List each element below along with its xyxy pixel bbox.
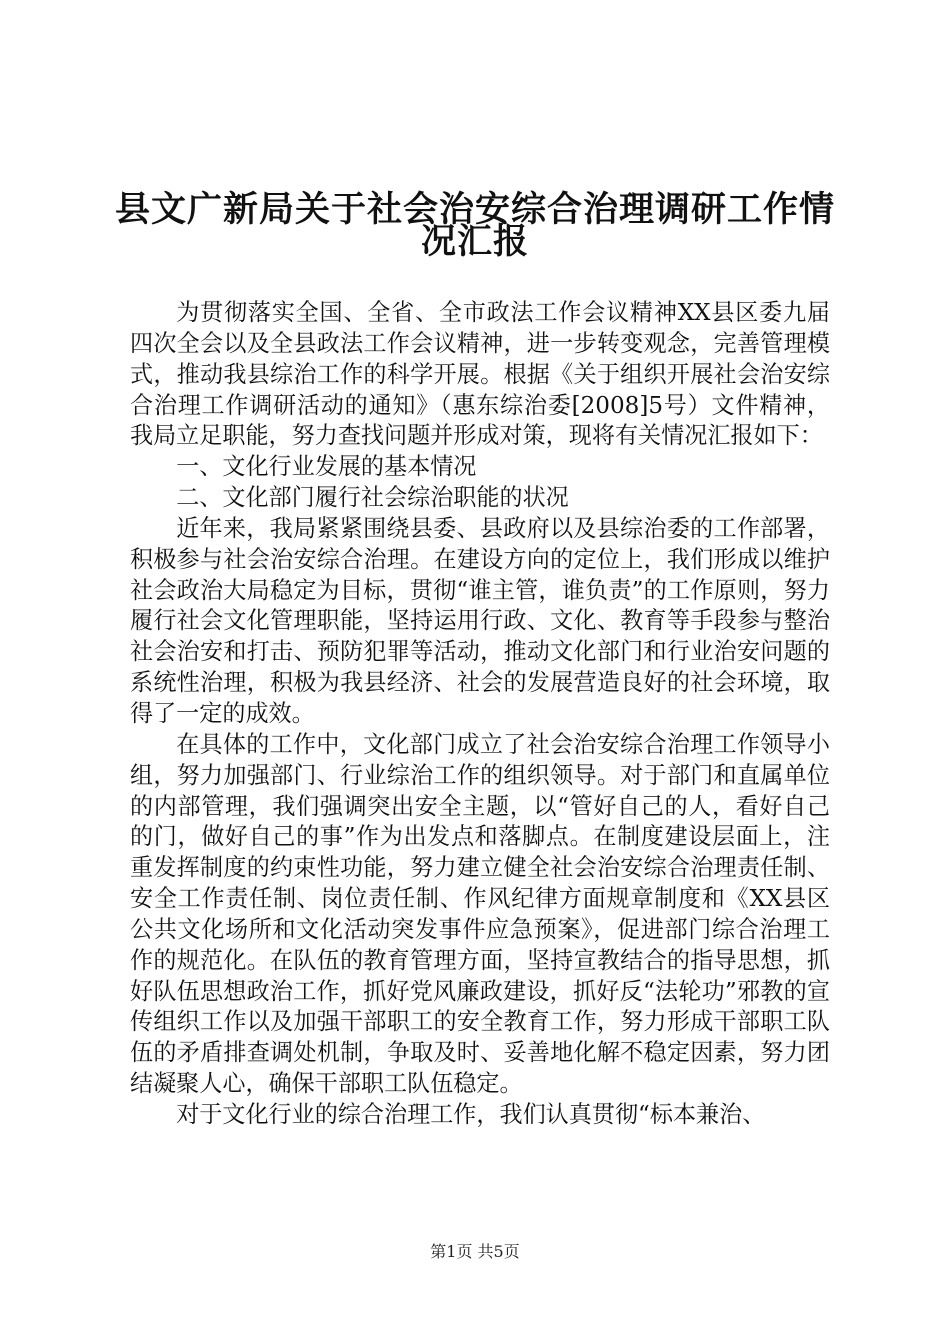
page-number-footer: 第1页 共5页 — [430, 1242, 520, 1261]
section-heading-2: 二、文化部门履行社会综治职能的状况 — [176, 485, 569, 512]
paragraph-specific-work: 在具体的工作中，文化部门成立了社会治安综合治理工作领导小组，努力加强部门、行业综治工作的组织领导。对于部门和直属单位的内部管理，我们强调突出安全主题，以“管好自己的人，看好自己的门，做好自己的事”作为出发点和落脚点。在制度建设层面上，注重发挥制度的约束性功能，努力建立健全社会治安综合治理责任制、安全工作责任制、岗位责任制、作风纪律方面规章制度和《XX县区公共文化场所和文化活动突发事件应急预案》，促进部门综合治理工作的规范化。在队伍的教育管理方面，坚持宣教结合的指导思想，抓好队伍思想政治工作，抓好党风廉政建设，抓好反“法轮功”邪教的宣传组织工作以及加强干部职工的安全教育工作，努力形成干部职工队伍的矛盾排查调处机制，争取及时、妥善地化解不稳定因素，努力团结凝聚人心，确保干部职工队伍稳定。 — [130, 731, 830, 1098]
document-title-line-2: 况汇报 — [420, 221, 529, 262]
paragraph-recent-years: 近年来，我局紧紧围绕县委、县政府以及县综治委的工作部署，积极参与社会治安综合治理。在建设方向的定位上，我们形成以维护社会政治大局稳定为目标，贯彻“谁主管，谁负责”的工作原则，努力履行社会文化管理职能，坚持运用行政、文化、教育等手段参与整治社会治安和打击、预防犯罪等活动，推动文化部门和行业治安问题的系统性治理，积极为我县经济、社会的发展营造良好的社会环境，取得了一定的成效。 — [130, 515, 830, 727]
paragraph-industry-governance: 对于文化行业的综合治理工作，我们认真贯彻“标本兼治、 — [176, 1101, 766, 1128]
paragraph-intro: 为贯彻落实全国、全省、全市政法工作会议精神XX县区委九届四次全会以及全县政法工作会议精神，进一步转变观念，完善管理模式，推动我县综治工作的科学开展。根据《关于组织开展社会治安综合治理工作调研活动的通知》（惠东综治委[2008]5号）文件精神，我局立足职能，努力查找问题并形成对策，现将有关情况汇报如下： — [130, 300, 830, 450]
document-title-line-1: 县文广新局关于社会治安综合治理调研工作情 — [114, 189, 835, 230]
section-heading-1: 一、文化行业发展的基本情况 — [176, 454, 477, 481]
document-body — [130, 298, 830, 1131]
